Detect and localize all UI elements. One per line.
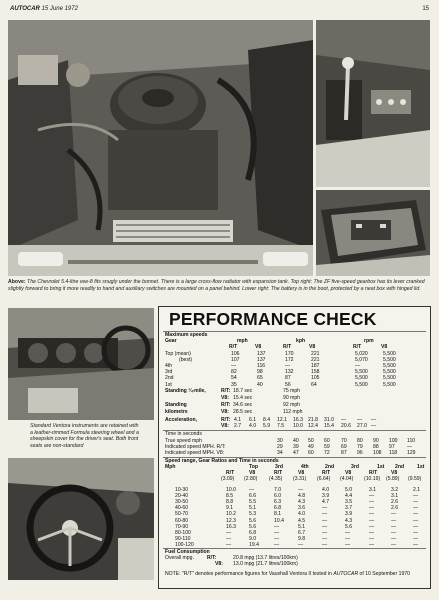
- gear-ratio-heading: Speed range, Gear Ratios and Time in seconds: [165, 458, 279, 464]
- gear-time-value: 8.1: [274, 511, 282, 518]
- col-header: V8: [309, 344, 316, 350]
- indicated-rt-value: 29: [277, 444, 283, 450]
- max-speed-value: 5,500: [355, 369, 368, 376]
- indicated-v8-value: 34: [277, 450, 283, 456]
- indicated-rt-value: 69: [341, 444, 347, 450]
- max-speed-value: 137: [257, 351, 266, 357]
- speed-range-label: 70-90: [175, 523, 189, 530]
- gear-time-value: —: [391, 529, 397, 536]
- standing-speed: 90 mph: [283, 395, 300, 401]
- performance-check-table: [158, 306, 431, 589]
- unit-header: kph: [296, 338, 306, 344]
- max-speed-value: 187: [311, 363, 320, 370]
- gear-header: 4th: [301, 464, 309, 470]
- indicated-rt-value: 97: [389, 444, 395, 450]
- standing-time: 28.5 sec: [233, 409, 253, 415]
- gear-time-value: 3.5: [345, 499, 353, 506]
- max-speed-value: 54: [231, 375, 237, 382]
- gear-time-value: —: [322, 523, 328, 530]
- gear-time-value: 5.6: [249, 517, 257, 524]
- fuel-v8-label: V8:: [215, 561, 223, 567]
- acceleration-v8-value: 27.0: [357, 423, 367, 429]
- fuel-rt-label: R/T:: [207, 555, 217, 561]
- true-speed-value: 40: [293, 438, 299, 444]
- gear-time-value: 8.5: [226, 493, 234, 500]
- gear-time-value: 4.0: [322, 487, 330, 493]
- gear-time-value: —: [274, 535, 280, 542]
- max-speed-value: 158: [311, 369, 320, 376]
- gear-time-value: —: [413, 535, 419, 542]
- table-rule: [163, 430, 426, 431]
- max-speed-value: 137: [257, 357, 266, 364]
- gear-header: 3rd: [351, 464, 359, 470]
- gear-header: 1st: [417, 464, 425, 470]
- true-speed-value: 80: [357, 438, 363, 444]
- max-speed-value: 221: [311, 351, 320, 357]
- standing-sub: V8:: [221, 395, 229, 401]
- gear-row-label: Top (mean): [165, 351, 191, 357]
- gear-time-value: —: [298, 541, 304, 548]
- gear-time-value: 2.6: [391, 499, 399, 506]
- gear-time-value: —: [322, 517, 328, 524]
- gear-time-value: 3.1: [391, 493, 399, 500]
- gear-ratio-value: (5.89): [386, 476, 400, 482]
- gear-time-value: —: [413, 511, 419, 518]
- gear-time-value: 10.4: [274, 517, 284, 524]
- table-note: [165, 571, 423, 577]
- gear-time-value: 4.8: [298, 493, 306, 500]
- max-speed-value: 64: [311, 381, 317, 388]
- gear-time-value: —: [369, 511, 375, 518]
- max-speed-value: 132: [285, 369, 294, 376]
- gear-time-value: 5.3: [249, 511, 257, 518]
- gear-time-value: —: [369, 523, 375, 530]
- gear-time-value: 6.3: [274, 499, 282, 506]
- acceleration-rt-value: —: [371, 417, 377, 423]
- gear-time-value: —: [413, 493, 419, 500]
- standing-sub: R/T:: [221, 388, 231, 394]
- gear-time-value: —: [391, 517, 397, 524]
- gear-ratio-value: (6.64): [317, 476, 331, 482]
- acceleration-v8-value: 10.0: [293, 423, 303, 429]
- gear-time-value: —: [391, 511, 397, 518]
- gear-time-value: —: [369, 499, 375, 506]
- gear-time-value: 5.6: [345, 523, 353, 530]
- gear-time-value: —: [413, 541, 419, 548]
- note-prefix: NOTE:: [165, 571, 182, 577]
- gear-col-header: V8: [298, 470, 305, 476]
- max-speed-value: 5,070: [355, 357, 368, 364]
- max-speed-value: 5,500: [383, 381, 396, 388]
- fuel-overall-label: Overall mpg.: [165, 555, 194, 561]
- indicated-v8-value: 118: [389, 450, 398, 456]
- max-speeds-heading: Maximum speeds: [165, 332, 208, 338]
- indicated-v8-value: 60: [308, 450, 314, 456]
- max-speed-value: 40: [257, 381, 263, 388]
- max-speed-value: 98: [257, 369, 263, 376]
- speed-range-label: 90-110: [175, 535, 191, 542]
- gear-time-value: 3.9: [322, 493, 330, 500]
- col-header: R/T: [283, 344, 292, 350]
- gear-row-label: 1st: [165, 381, 172, 388]
- acceleration-v8-value: —: [371, 423, 377, 429]
- acceleration-v8-value: 12.4: [308, 423, 318, 429]
- gear-time-value: —: [298, 487, 304, 493]
- gear-time-value: —: [369, 493, 375, 500]
- speed-range-label: 40-60: [175, 505, 189, 512]
- fuel-v8-value: 13.0 mpg (21.7 litres/100km): [233, 561, 298, 567]
- gear-time-value: 3.9: [345, 511, 353, 518]
- true-speed-value: 50: [308, 438, 314, 444]
- gear-time-value: 5.5: [249, 499, 257, 506]
- gear-time-value: —: [369, 517, 375, 524]
- gear-col-header: R/T: [369, 470, 378, 476]
- gear-ratio-value: (9.59): [408, 476, 422, 482]
- indicated-rt-value: 79: [357, 444, 363, 450]
- max-speed-value: 221: [311, 357, 320, 364]
- gear-header: Top: [249, 464, 258, 470]
- max-speed-value: 172: [285, 357, 294, 364]
- gear-time-value: —: [322, 511, 328, 518]
- acceleration-rt-value: —: [357, 417, 363, 423]
- gear-time-value: —: [345, 529, 351, 536]
- gear-time-value: 3.2: [391, 487, 399, 493]
- indicated-rt-value: —: [407, 444, 413, 450]
- gear-time-value: 5.1: [249, 505, 257, 512]
- gear-ratio-value: (4.04): [340, 476, 354, 482]
- gear-time-value: 5.6: [249, 523, 257, 530]
- max-speed-value: 5,500: [355, 381, 368, 388]
- gear-label: Gear: [165, 338, 177, 344]
- gear-time-value: 3.6: [298, 505, 306, 512]
- gear-time-value: —: [369, 535, 375, 542]
- acceleration-v8-value: 2.7: [234, 423, 242, 429]
- gear-ratio-value: (3.09): [221, 476, 235, 482]
- gear-col-header: V8: [345, 470, 352, 476]
- indicated-v8-value: 96: [357, 450, 363, 456]
- max-speed-value: 5,020: [355, 351, 368, 357]
- gear-header: 2nd: [395, 464, 405, 470]
- gear-time-value: 4.3: [298, 499, 306, 506]
- standing-time: 18.7 sec: [233, 388, 253, 394]
- gear-time-value: —: [391, 541, 397, 548]
- acceleration-rt-label: R/T:: [221, 417, 231, 423]
- gear-ratio-value: (3.31): [293, 476, 307, 482]
- speed-range-label: 60-80: [175, 517, 189, 524]
- gear-time-value: —: [249, 487, 255, 493]
- gear-time-value: —: [322, 535, 328, 542]
- gear-time-value: —: [413, 523, 419, 530]
- caption-text: The Chevrolet 5.4-litre vee-8 fits snugly under the bonnet. There is a large cross-flow radiator with expansion tank. Top right: The ZF five-speed gearbox has its lever cranked slightly forward to bring it more readily to hand and auxiliary switches are mounted on a panel behind. Lower right: The battery is in the boot, protected by a neat box with hinged lid.: [8, 279, 425, 292]
- max-speed-value: —: [231, 363, 237, 370]
- page-number: 15: [422, 6, 429, 12]
- max-speed-value: 35: [231, 381, 237, 388]
- speed-range-label: 30-50: [175, 499, 189, 506]
- indicated-rt-value: 49: [308, 444, 314, 450]
- photo-caption-top: [8, 279, 432, 293]
- engine-bay-photo: [8, 20, 313, 276]
- gear-time-value: —: [274, 529, 280, 536]
- gear-time-value: —: [322, 529, 328, 536]
- col-header: R/T: [353, 344, 362, 350]
- max-speed-value: 65: [257, 375, 263, 382]
- col-header: R/T: [229, 344, 238, 350]
- note-text: "R/T" denotes performance figures for Vauxhall Ventora II tested in: [181, 571, 334, 577]
- indicated-v8-value: 108: [373, 450, 382, 456]
- standing-label: Standing ¼-mile,: [165, 388, 206, 394]
- speed-range-label: 20-40: [175, 493, 189, 500]
- fuel-heading: Fuel Consumption: [165, 549, 210, 555]
- gear-ratio-value: (4.35): [269, 476, 283, 482]
- acceleration-label: Acceleration,: [165, 417, 197, 423]
- gear-col-header: R/T: [322, 470, 331, 476]
- gear-time-value: 10.2: [226, 511, 236, 518]
- acceleration-rt-value: 4.1: [234, 417, 242, 423]
- gear-ratio-value: (2.80): [244, 476, 258, 482]
- gear-time-value: —: [226, 529, 232, 536]
- max-speed-value: 116: [257, 363, 266, 370]
- acceleration-rt-value: 21.8: [308, 417, 318, 423]
- true-speed-label: True speed mph: [165, 438, 202, 444]
- gear-time-value: 4.5: [298, 517, 306, 524]
- gear-col-header: R/T: [274, 470, 283, 476]
- gear-ratio-value: (10.19): [364, 476, 381, 482]
- gear-time-value: 8.8: [226, 499, 234, 506]
- gear-time-value: —: [226, 541, 232, 548]
- gear-time-value: 10.0: [226, 487, 236, 493]
- standing-time: 15.4 sec: [233, 395, 253, 401]
- gear-time-value: 5.1: [298, 523, 306, 530]
- gear-col-header: V8: [249, 470, 256, 476]
- max-speed-value: 82: [231, 369, 237, 376]
- standing-speed: 92 mph: [283, 402, 300, 408]
- gear-col-header: R/T: [226, 470, 235, 476]
- gear-time-value: 9.0: [249, 535, 257, 542]
- gear-time-value: 4.4: [345, 493, 353, 500]
- max-speed-value: 5,500: [355, 375, 368, 382]
- time-label: Time in seconds: [165, 431, 202, 437]
- gear-time-value: 7.0: [274, 487, 282, 493]
- steering-wheel-photo: [8, 458, 154, 580]
- gear-time-value: —: [345, 541, 351, 548]
- gear-time-value: 9.1: [226, 505, 234, 512]
- max-speed-value: 170: [285, 351, 294, 357]
- gear-time-value: 2.6: [391, 505, 399, 512]
- indicated-rt-value: 39: [293, 444, 299, 450]
- mph-label: Mph: [165, 464, 176, 470]
- gear-header: 2nd: [325, 464, 335, 470]
- gear-time-value: —: [413, 529, 419, 536]
- magazine-name: AUTOCAR: [10, 6, 40, 12]
- gear-row-label: 3rd: [165, 369, 173, 376]
- gear-time-value: 3.7: [345, 505, 353, 512]
- gear-time-value: 3.1: [369, 487, 377, 493]
- acceleration-rt-value: 8.4: [263, 417, 271, 423]
- gear-time-value: 4.7: [322, 499, 330, 506]
- acceleration-v8-value: 15.4: [324, 423, 334, 429]
- gear-row-label: 4th: [165, 363, 173, 370]
- max-speed-value: 5,500: [383, 363, 396, 370]
- indicated-rt-label: Indicated speed MPH. R/T:: [165, 444, 226, 450]
- acceleration-rt-value: 12.1: [277, 417, 287, 423]
- instruments-photo: [8, 308, 154, 420]
- acceleration-v8-value: 5.9: [263, 423, 271, 429]
- gear-time-value: 4.0: [298, 511, 306, 518]
- col-header: V8: [255, 344, 262, 350]
- gear-time-value: 16.3: [226, 523, 236, 530]
- max-speed-value: 105: [311, 375, 320, 382]
- standing-label: kilometre: [165, 409, 188, 415]
- acceleration-rt-value: 6.1: [249, 417, 257, 423]
- speed-range-label: 80-100: [175, 529, 191, 536]
- acceleration-rt-value: 31.0: [324, 417, 334, 423]
- note-end: of 10 September 1970: [358, 571, 410, 577]
- gear-time-value: —: [274, 523, 280, 530]
- true-speed-value: 30: [277, 438, 283, 444]
- gear-time-value: —: [413, 505, 419, 512]
- max-speed-value: —: [285, 363, 291, 370]
- indicated-rt-value: 88: [373, 444, 379, 450]
- gear-time-value: —: [391, 523, 397, 530]
- max-speed-value: 107: [231, 357, 240, 364]
- gear-time-value: 2.1: [413, 487, 421, 493]
- acceleration-v8-value: 4.0: [249, 423, 257, 429]
- gear-time-value: —: [322, 541, 328, 548]
- indicated-v8-value: 87: [341, 450, 347, 456]
- gear-time-value: 12.3: [226, 517, 236, 524]
- page-header: [10, 4, 429, 14]
- max-speed-value: 5,500: [383, 351, 396, 357]
- gearbox-photo: [316, 20, 430, 187]
- indicated-v8-label: Indicated speed MPH. V8:: [165, 450, 225, 456]
- indicated-v8-value: 47: [293, 450, 299, 456]
- issue-date: 15 June 1972: [41, 6, 78, 12]
- gear-time-value: 6.8: [249, 529, 257, 536]
- caption-lead: Above:: [8, 279, 26, 285]
- gear-time-value: —: [413, 517, 419, 524]
- gear-row-label: (best): [179, 357, 193, 364]
- standing-sub: R/T:: [221, 402, 231, 408]
- indicated-v8-value: 129: [407, 450, 416, 456]
- gear-time-value: 5.0: [345, 487, 353, 493]
- standing-time: 34.6 sec: [233, 402, 253, 408]
- speed-range-label: 50-70: [175, 511, 189, 518]
- true-speed-value: 100: [389, 438, 398, 444]
- acceleration-v8-label: V8:: [221, 423, 229, 429]
- col-header: V8: [381, 344, 388, 350]
- unit-header: mph: [237, 338, 248, 344]
- indicated-v8-value: 72: [324, 450, 330, 456]
- gear-time-value: —: [322, 505, 328, 512]
- gear-time-value: —: [413, 499, 419, 506]
- gear-time-value: —: [226, 535, 232, 542]
- gear-time-value: 6.8: [274, 505, 282, 512]
- gear-time-value: —: [369, 529, 375, 536]
- max-speed-value: 106: [231, 351, 240, 357]
- photo-caption-left: Standard Ventora instruments are retained with a leather-rimmed Formula steering wheel and a sheepskin cover for the driver's seat. Both front seats are non-standard: [30, 423, 139, 449]
- max-speed-value: —: [355, 363, 361, 370]
- max-speed-value: 5,500: [383, 375, 396, 382]
- standing-sub: V8:: [221, 409, 229, 415]
- acceleration-v8-value: 20.6: [341, 423, 351, 429]
- standing-speed: 112 mph: [283, 409, 303, 415]
- max-speed-value: 56: [285, 381, 291, 388]
- acceleration-v8-value: 7.5: [277, 423, 285, 429]
- speed-range-label: 100-120: [175, 541, 194, 548]
- gear-time-value: 19.4: [249, 541, 259, 548]
- gear-time-value: 6.0: [274, 493, 282, 500]
- gear-time-value: 6.7: [298, 529, 306, 536]
- gear-time-value: —: [369, 541, 375, 548]
- table-title: PERFORMANCE CHECK: [169, 309, 377, 329]
- true-speed-value: 60: [324, 438, 330, 444]
- gear-row-label: 2nd: [165, 375, 174, 382]
- max-speed-value: 5,500: [383, 369, 396, 376]
- true-speed-value: 70: [341, 438, 347, 444]
- gear-time-value: 4.3: [345, 517, 353, 524]
- max-speed-value: 87: [285, 375, 291, 382]
- true-speed-value: 90: [373, 438, 379, 444]
- gear-col-header: V8: [391, 470, 398, 476]
- gear-time-value: 9.8: [298, 535, 306, 542]
- standing-speed: 75 mph: [283, 388, 300, 394]
- gear-time-value: —: [345, 535, 351, 542]
- unit-header: rpm: [364, 338, 374, 344]
- acceleration-rt-value: —: [341, 417, 347, 423]
- acceleration-rt-value: 16.3: [293, 417, 303, 423]
- gear-header: 3rd: [275, 464, 283, 470]
- fuel-rt-value: 20.8 mpg (13.7 litres/100km): [233, 555, 298, 561]
- indicated-rt-value: 59: [324, 444, 330, 450]
- gear-time-value: 6.6: [249, 493, 257, 500]
- gear-time-value: —: [274, 541, 280, 548]
- true-speed-value: 110: [407, 438, 416, 444]
- note-magazine: AUTOCAR: [333, 571, 359, 577]
- standing-label: Standing: [165, 402, 187, 408]
- running-head: [10, 4, 78, 14]
- gear-header: 1st: [377, 464, 385, 470]
- gear-time-value: —: [369, 505, 375, 512]
- max-speed-value: 5,500: [383, 357, 396, 364]
- battery-boot-photo: [316, 190, 430, 276]
- gear-time-value: —: [391, 535, 397, 542]
- speed-range-label: 10-30: [175, 487, 189, 493]
